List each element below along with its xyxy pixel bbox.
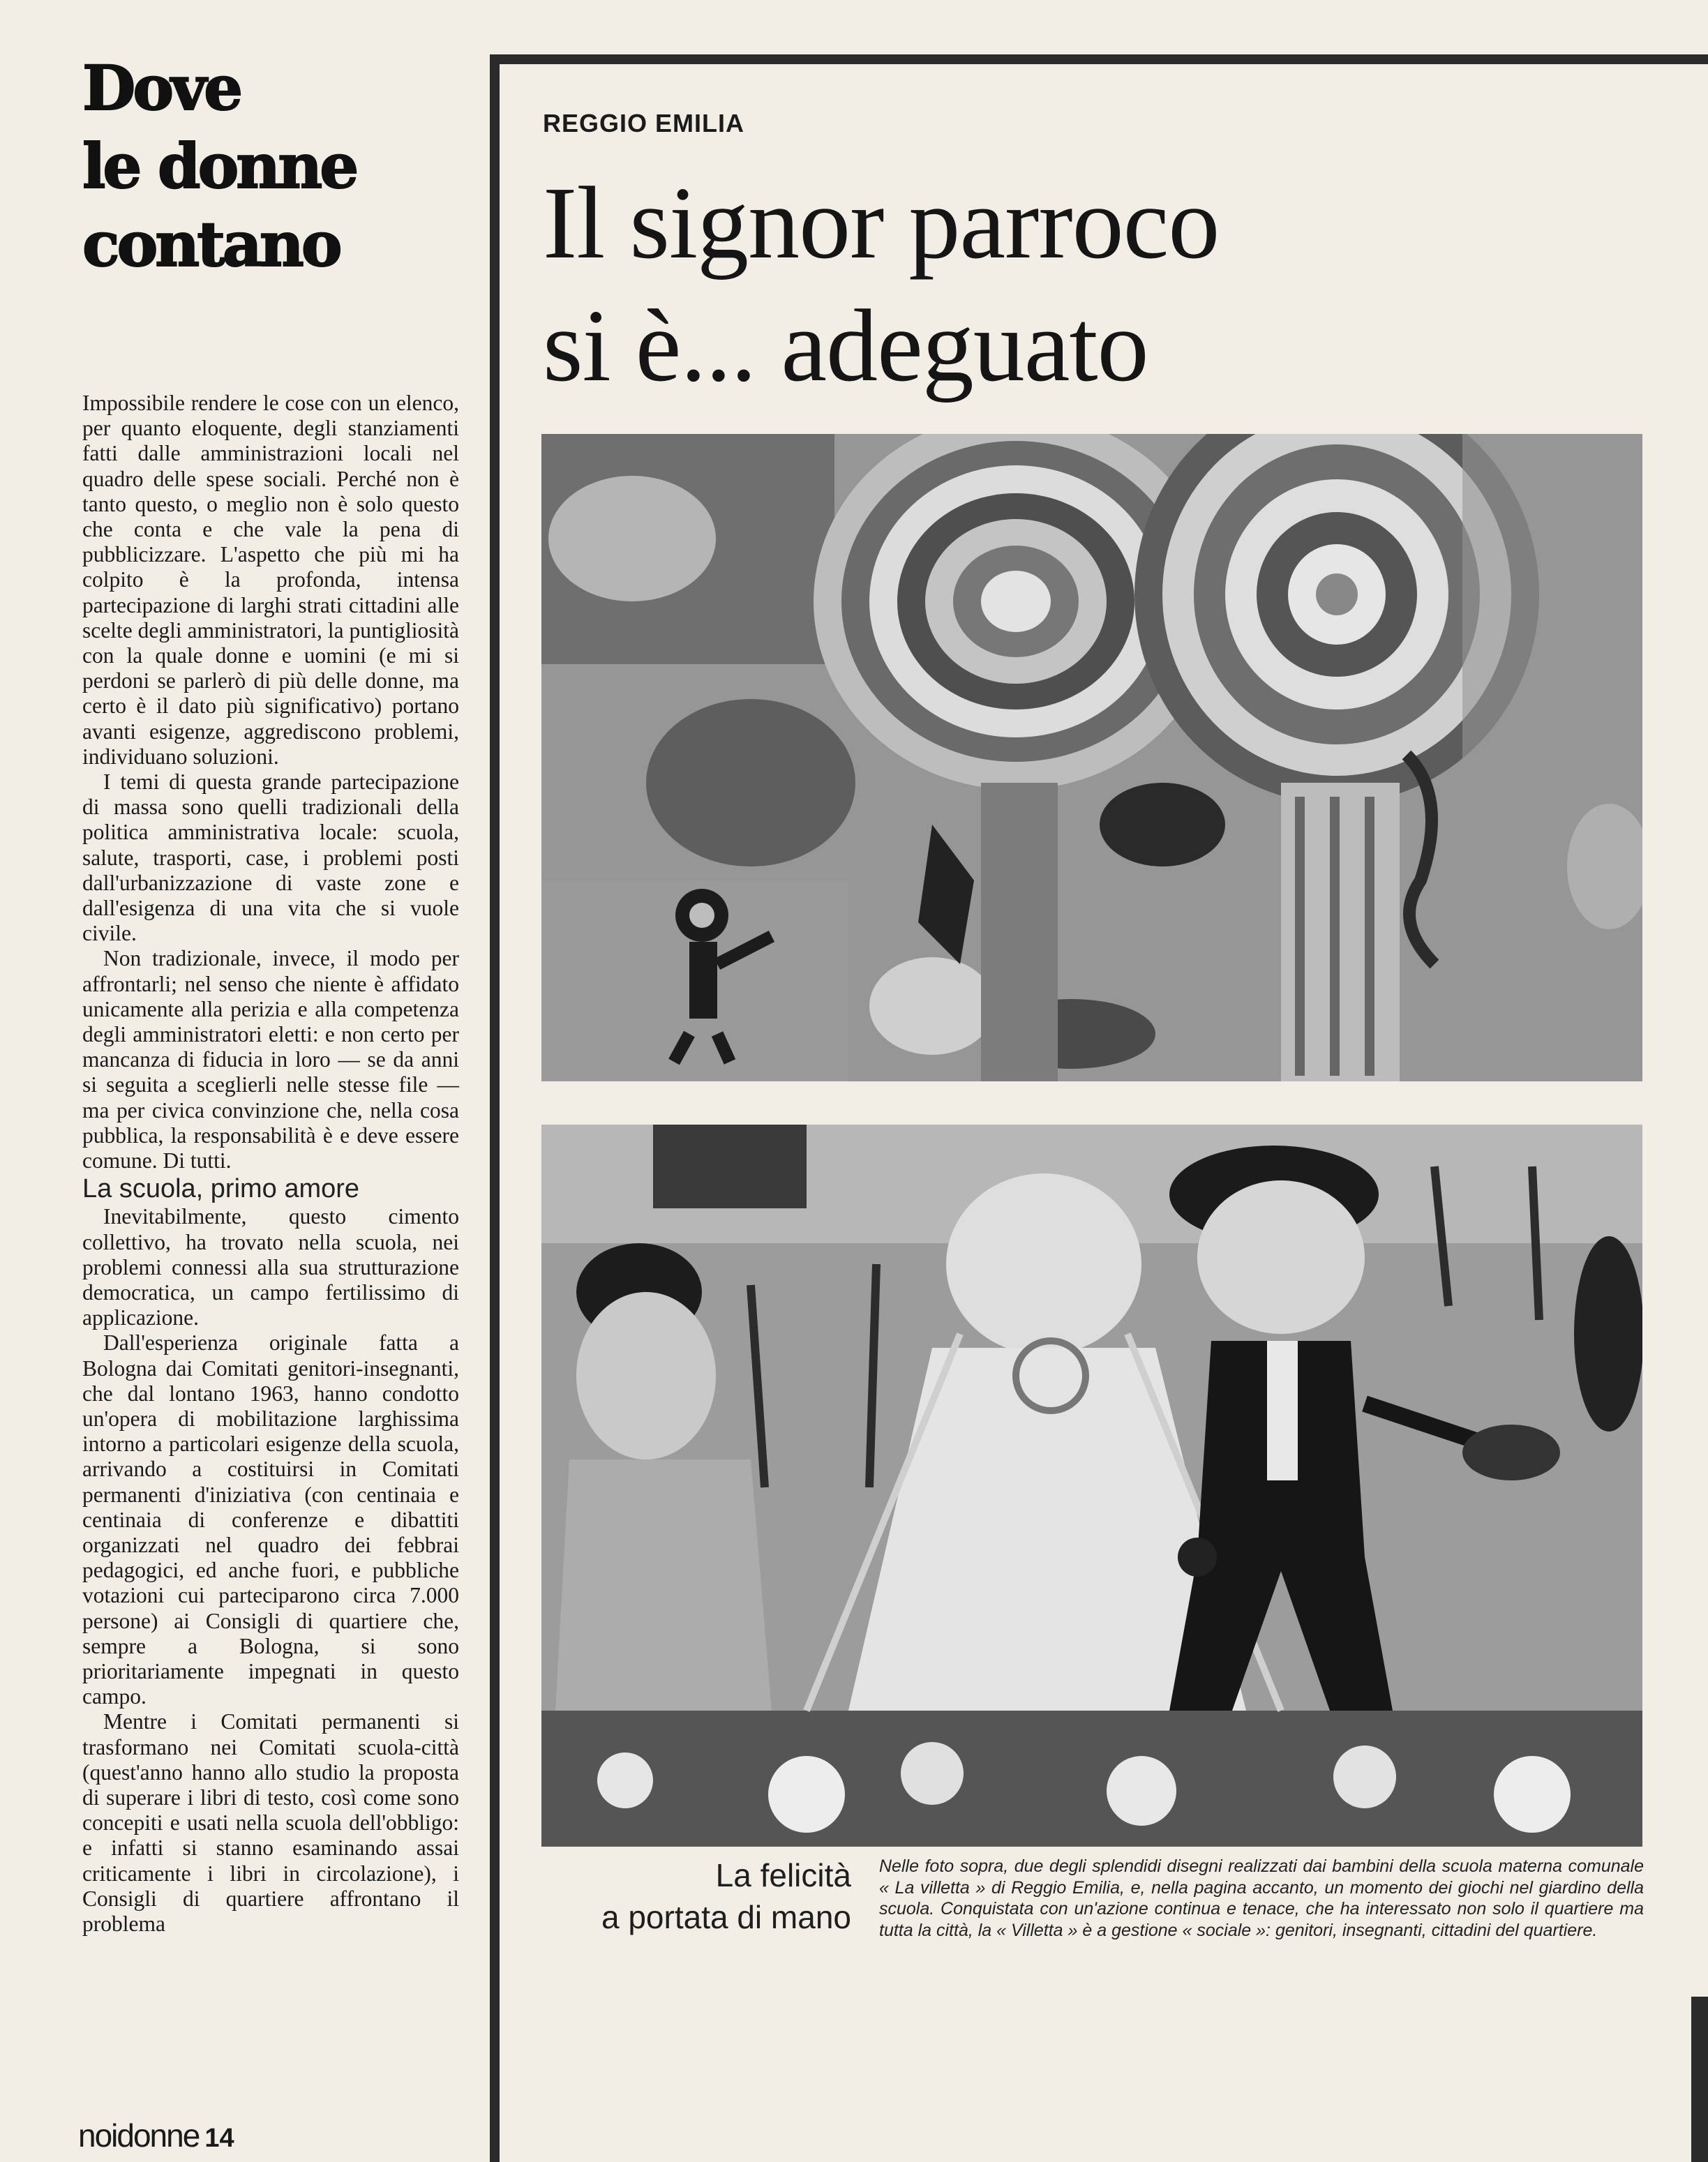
frame-top-rule (490, 54, 1708, 64)
page-footer (78, 2117, 234, 2154)
body-paragraph: Mentre i Comitati permanenti si trasformano nei Comitati scuola-città (quest'anno hanno allo studio la proposta di superare i libri di testo, così come sono concepiti e usati nella scuola dell'obbligo: e infatti si stanno esaminando assai criticamente i libri in circolazione), i Consigli di quartiere affrontano il problema (82, 1709, 459, 1936)
headline-line-2: si è... adeguato (543, 289, 1148, 403)
frame-right-rule (1691, 1997, 1708, 2162)
children-drawing-photo-trees (541, 434, 1642, 1081)
magazine-logo: noidonne (78, 2117, 200, 2154)
children-drawing-photo-wedding (541, 1125, 1642, 1847)
section-title (82, 49, 445, 283)
body-text-column (82, 391, 459, 1937)
frame-left-rule (490, 54, 500, 2162)
body-paragraph: Impossibile rendere le cose con un elenco, per quanto eloquente, degli stanziamenti fatti dalle amministrazioni locali nel quadro delle spese sociali. Perché non è tanto questo, o meglio non è solo questo che conta e che vale la pena di pubblicizzare. L'aspetto che più mi ha colpito è la profonda, intensa partecipazione di larghi strati cittadini alle scelte degli amministratori, la puntigliosità con la quale donne e uomini (e mi si perdoni se parlerò di più delle donne, ma certo è il dato più significativo) portano avanti esigenze, aggrediscono problemi, individuano soluzioni. (82, 391, 459, 769)
section-title-line-3: contano (82, 208, 340, 280)
caption-title (530, 1854, 851, 1938)
body-paragraph: Dall'esperienza originale fatta a Bologna dai Comitati genitori-insegnanti, che dal lontano 1963, hanno condotto un'opera di mobilitazione larghissima intorno a particolari esigenze della scuola, arrivando a costituirsi in Comitati permanenti d'iniziativa (con centinaia e centinaia di conferenze e dibattiti organizzati nel quadro dei febbrai pedagogici, ed anche fuori, e pubbliche votazioni cui parteciparono circa 7.000 persone) ai Consigli di quartiere che, sempre a Bologna, si sono prioritariamente impegnati in questo campo. (82, 1330, 459, 1709)
caption-title-line-2: a portata di mano (601, 1899, 851, 1935)
section-title-line-2: le donne (82, 130, 357, 202)
article-kicker: REGGIO EMILIA (543, 109, 745, 137)
body-paragraph: I temi di questa grande partecipazione di massa sono quelli tradizionali della politica amministrativa locale: scuola, salute, trasporti, case, i problemi posti dall'urbanizzazione di vaste zone e dall'esigenza di una vita che si vuole civile. (82, 770, 459, 946)
subheading: La scuola, primo amore (82, 1174, 360, 1204)
page-number: 14 (204, 2124, 234, 2153)
drawing-trees-illustration (541, 434, 1642, 1081)
caption-text: Nelle foto sopra, due degli splendidi disegni realizzati dai bambini della scuola materna comunale « La villetta » di Reggio Emilia, e, nella pagina accanto, un momento dei giochi nel giardino della scuola. Conquistata con un'azione continua e tenace, che ha interessato non solo il quartiere ma tutta la città, la « Villetta » è a gestione « sociale »: genitori, insegnanti, cittadini del quartiere. (879, 1856, 1644, 1940)
section-title-line-1: Dove (82, 52, 241, 124)
body-paragraph: Inevitabilmente, questo cimento collettivo, ha trovato nella scuola, nei problemi connessi alla sua strutturazione democratica, un campo fertilissimo di applicazione. (82, 1204, 459, 1330)
body-paragraph: Non tradizionale, invece, il modo per affrontarli; nel senso che niente è affidato unicamente alla perizia e alla competenza degli amministratori eletti: e non certo per mancanza di fiducia in loro — se da anni si seguita a sceglierli nelle stesse file — ma per civica convinzione che, nella cosa pubblica, la responsabilità è e deve essere comune. Di tutti. (82, 946, 459, 1173)
article-headline (543, 162, 1659, 407)
drawing-wedding-illustration (541, 1125, 1642, 1847)
caption-title-line-1: La felicità (715, 1857, 851, 1893)
headline-line-1: Il signor parroco (543, 166, 1220, 280)
